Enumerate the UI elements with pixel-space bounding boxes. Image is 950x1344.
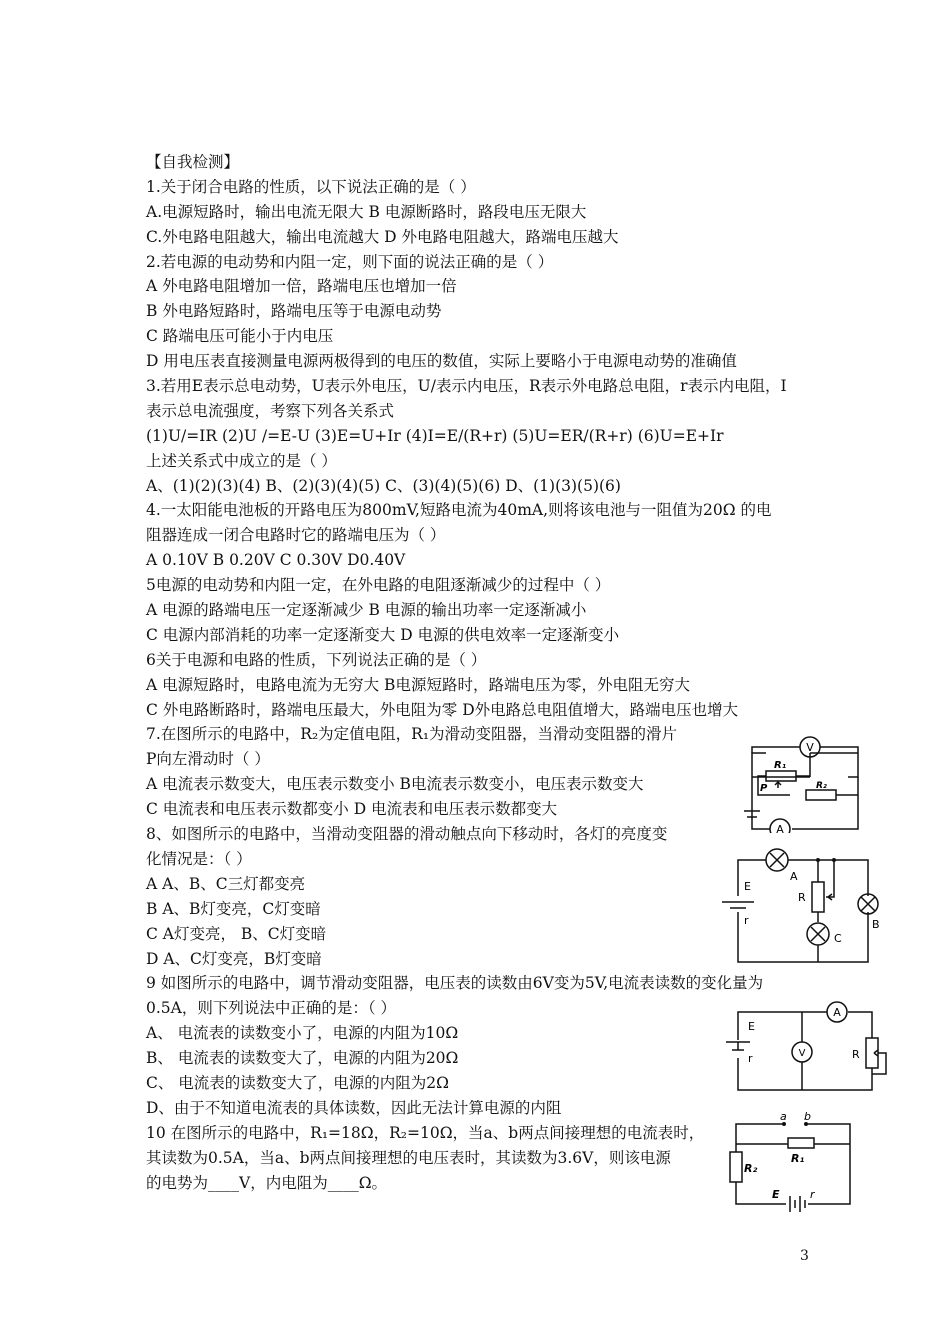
rheostat-label-q9: R (852, 1048, 860, 1061)
emf-label-q10: E (772, 1188, 780, 1201)
text-line: 化情况是：（ ） (146, 849, 252, 868)
text-line: 9 如图所示的电路中，调节滑动变阻器，电压表的读数由6V变为5V,电流表读数的变化量为 (146, 974, 764, 993)
text-line: 2.若电源的电动势和内阻一定，则下面的说法正确的是（ ） (146, 252, 554, 271)
text-line: 10 在图所示的电路中，R₁=18Ω，R₂=10Ω，当a、b两点间接理想的电流表时， (146, 1123, 705, 1142)
lamp-c-label-q8: C (834, 932, 842, 945)
ammeter-label-q7: A (776, 823, 784, 833)
text-line: A 0.10V B 0.20V C 0.30V D0.40V (146, 551, 406, 570)
emf-label-q8: E (744, 880, 751, 893)
question-lines (146, 175, 816, 1196)
text-line: C.外电路电阻越大，输出电流越大 D 外电路电阻越大，路端电压越大 (146, 227, 619, 246)
text-line: C、 电流表的读数变大了，电源的内阻为2Ω (146, 1073, 450, 1092)
text-line: D、由于不知道电流表的具体读数，因此无法计算电源的内阻 (146, 1098, 562, 1117)
circuit-figure-q10 (728, 1112, 858, 1212)
text-line: 3.若用E表示总电动势，U表示外电压，U/表示内电压，R表示外电路总电阻，r表示内电阻，I (146, 377, 787, 396)
point-b-label-q10: b (804, 1112, 811, 1123)
text-line: 的电势为____V，内电阻为____Ω。 (146, 1173, 388, 1192)
text-line: B 外电路短路时，路端电压等于电源电动势 (146, 302, 442, 321)
slider-label-q7: P (760, 783, 768, 794)
voltmeter-label-q7: V (806, 741, 814, 754)
lamp-a-label-q8: A (790, 870, 798, 883)
text-line: A 外电路电阻增加一倍，路端电压也增加一倍 (146, 277, 457, 296)
text-line: B、 电流表的读数变大了，电源的内阻为20Ω (146, 1049, 459, 1068)
text-line: 8、如图所示的电路中，当滑动变阻器的滑动触点向下移动时，各灯的亮度变 (146, 825, 668, 844)
text-line: A 电源短路时，电路电流为无穷大 B电源短路时，路端电压为零，外电阻无穷大 (146, 675, 690, 694)
text-line: 1.关于闭合电路的性质，以下说法正确的是（ ） (146, 177, 476, 196)
internal-label-q9: r (748, 1052, 753, 1065)
exercise-body (146, 150, 816, 1195)
lamp-b-label-q8: B (872, 918, 880, 931)
text-line: 表示总电流强度，考察下列各关系式 (146, 401, 395, 420)
text-line: P向左滑动时（ ） (146, 750, 270, 769)
r2-label-q10: R₂ (744, 1162, 758, 1175)
text-line: 其读数为0.5A，当a、b两点间接理想的电压表时，其读数为3.6V，则该电源 (146, 1148, 671, 1167)
text-line: D 用电压表直接测量电源两极得到的电压的数值，实际上要略小于电源电动势的准确值 (146, 352, 737, 371)
text-line: A A、B、C三灯都变亮 (146, 874, 306, 893)
text-line: C 电源内部消耗的功率一定逐渐变大 D 电源的供电效率一定逐渐变小 (146, 625, 620, 644)
text-line: 上述关系式中成立的是（ ） (146, 451, 337, 470)
text-line: 阻器连成一闭合电路时它的路端电压为（ ） (146, 526, 446, 545)
text-line: C 路端电压可能小于内电压 (146, 327, 334, 346)
text-line: C 外电路断路时，路端电压最大，外电阻为零 D外电路总电阻值增大，路端电压也增大 (146, 700, 739, 719)
page-number: 3 (800, 1248, 809, 1264)
internal-label-q10: r (810, 1188, 815, 1201)
circuit-figure-q9 (722, 1000, 892, 1095)
text-line: B A、B灯变亮，C灯变暗 (146, 899, 321, 918)
rheostat-label-q8: R (798, 891, 806, 904)
text-line: A、 电流表的读数变小了，电源的内阻为10Ω (146, 1024, 459, 1043)
text-line: 0.5A，则下列说法中正确的是：（ ） (146, 999, 397, 1018)
ammeter-label-q9: A (833, 1006, 841, 1019)
section-heading: 【自我检测】 (146, 153, 240, 171)
circuit-figure-q7 (730, 733, 880, 833)
r2-label-q7: R₂ (816, 781, 827, 791)
text-line: A 电源的路端电压一定逐渐减少 B 电源的输出功率一定逐渐减小 (146, 601, 587, 620)
text-line: 6关于电源和电路的性质，下列说法正确的是（ ） (146, 650, 487, 669)
voltmeter-label-q9: V (798, 1048, 806, 1059)
text-line: A 电流表示数变大，电压表示数变小 B电流表示数变小，电压表示数变大 (146, 775, 644, 794)
text-line: (1)U/=IR (2)U /=E-U (3)E=U+Ir (4)I=E/(R+r) (5)U=ER/(R+r) (6)U=E+Ir (146, 426, 724, 445)
text-line: 5电源的电动势和内阻一定，在外电路的电阻逐渐减少的过程中（ ） (146, 576, 611, 595)
text-line: D A、C灯变亮，B灯变暗 (146, 949, 322, 968)
text-line: C 电流表和电压表示数都变小 D 电流表和电压表示数都变大 (146, 800, 558, 819)
circuit-figure-q8 (718, 846, 888, 966)
emf-label-q9: E (748, 1020, 755, 1033)
text-line: A.电源短路时，输出电流无限大 B 电源断路时，路段电压无限大 (146, 202, 587, 221)
text-line: C A灯变亮， B、C灯变暗 (146, 924, 327, 943)
text-line: 7.在图所示的电路中，R₂为定值电阻，R₁为滑动变阻器，当滑动变阻器的滑片 (146, 725, 678, 744)
internal-label-q8: r (744, 914, 749, 927)
text-line: A、(1)(2)(3)(4) B、(2)(3)(4)(5) C、(3)(4)(5)(6) D、(1)(3)(5)(6) (146, 476, 621, 495)
r1-label-q10: R₁ (791, 1152, 805, 1165)
point-a-label-q10: a (780, 1112, 787, 1123)
text-line: 4.一太阳能电池板的开路电压为800mV,短路电流为40mA,则将该电池与一阻值为20Ω 的电 (146, 501, 772, 520)
r1-label-q7: R₁ (774, 760, 787, 771)
